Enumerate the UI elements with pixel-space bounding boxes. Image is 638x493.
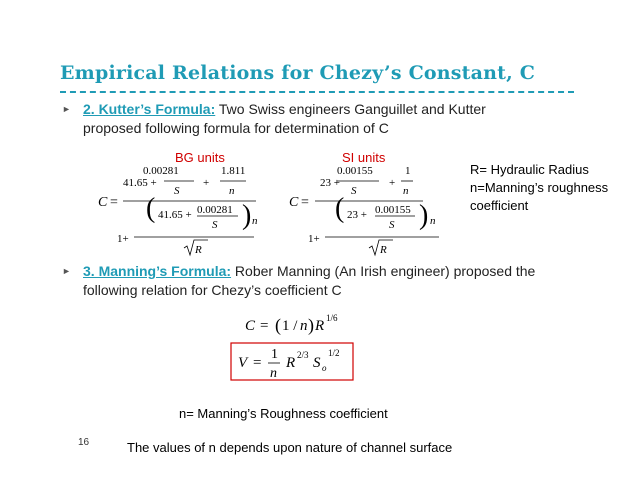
svg-text:o: o xyxy=(322,363,327,373)
svg-text:n: n xyxy=(229,185,235,197)
svg-text:=: = xyxy=(110,195,118,210)
svg-text:R: R xyxy=(315,318,325,334)
svg-text:1+: 1+ xyxy=(117,233,129,245)
svg-text:S: S xyxy=(313,355,321,371)
kutter-text-line2: proposed following formula for determination of C xyxy=(83,120,389,136)
svg-text:n: n xyxy=(403,185,409,197)
svg-text:(: ( xyxy=(275,315,281,335)
svg-text:2/3: 2/3 xyxy=(297,350,309,360)
svg-text:n: n xyxy=(270,366,277,381)
svg-text:S: S xyxy=(174,185,180,197)
kutter-si-equation xyxy=(287,162,447,260)
note-coefficient: coefficient xyxy=(470,198,529,213)
svg-text:): ) xyxy=(242,200,252,231)
n-note: The values of n depends upon nature of channel surface xyxy=(127,440,453,455)
bullet-arrow-icon: ► xyxy=(62,266,71,276)
manning-heading: 3. Manning’s Formula: xyxy=(83,263,232,279)
svg-text:0.00281: 0.00281 xyxy=(197,204,233,216)
manning-c-equation xyxy=(243,310,363,338)
note-manning-roughness: n=Manning’s roughness xyxy=(470,180,609,195)
n-definition: n= Manning’s Roughness coefficient xyxy=(179,406,388,421)
svg-text:): ) xyxy=(419,200,429,231)
svg-text:41.65 +: 41.65 + xyxy=(158,209,192,221)
svg-text:1/6: 1/6 xyxy=(326,313,338,323)
svg-text:1+: 1+ xyxy=(308,233,320,245)
svg-text:+: + xyxy=(203,177,210,189)
svg-text:+: + xyxy=(389,177,396,189)
svg-text:n: n xyxy=(252,215,258,227)
svg-text:23 +: 23 + xyxy=(347,209,367,221)
note-hydraulic-radius: R= Hydraulic Radius xyxy=(470,162,589,177)
svg-text:R: R xyxy=(380,244,387,256)
svg-text:R: R xyxy=(286,355,296,371)
svg-text:23 +: 23 + xyxy=(320,177,340,189)
svg-text:C: C xyxy=(245,318,256,334)
kutter-text-line1: Two Swiss engineers Ganguillet and Kutter xyxy=(215,101,486,117)
svg-text:1: 1 xyxy=(405,165,411,177)
kutter-paragraph xyxy=(83,100,486,138)
svg-text:V: V xyxy=(238,355,248,371)
title-divider xyxy=(60,91,574,93)
svg-text:S: S xyxy=(351,185,357,197)
kutter-bg-equation xyxy=(96,162,266,260)
svg-text:1.811: 1.811 xyxy=(221,165,246,177)
svg-text:): ) xyxy=(308,315,314,335)
svg-text:n: n xyxy=(430,215,436,227)
svg-text:S: S xyxy=(389,219,395,231)
svg-text:1 /: 1 / xyxy=(282,318,298,334)
svg-text:0.00155: 0.00155 xyxy=(375,204,411,216)
svg-text:=: = xyxy=(301,195,309,210)
si-units-label: SI units xyxy=(342,150,386,165)
svg-text:C: C xyxy=(98,195,108,210)
slide-title: Empirical Relations for Chezy’s Constant, C xyxy=(60,62,536,84)
bullet-arrow-icon: ► xyxy=(62,104,71,114)
manning-velocity-equation xyxy=(230,342,355,382)
manning-text-line1: Rober Manning (An Irish engineer) proposed the xyxy=(231,263,536,279)
svg-text:(: ( xyxy=(335,193,345,224)
svg-text:1: 1 xyxy=(271,347,278,362)
variable-notes xyxy=(470,161,608,215)
svg-text:S: S xyxy=(212,219,218,231)
svg-text:=: = xyxy=(253,355,262,371)
svg-text:=: = xyxy=(260,318,269,334)
svg-text:C: C xyxy=(289,195,299,210)
svg-text:0.00155: 0.00155 xyxy=(337,165,373,177)
page-number: 16 xyxy=(78,437,90,448)
svg-text:41.65 +: 41.65 + xyxy=(123,177,157,189)
kutter-heading: 2. Kutter’s Formula: xyxy=(83,101,216,117)
manning-text-line2: following relation for Chezy’s coefficient C xyxy=(83,282,342,298)
svg-text:n: n xyxy=(300,318,308,334)
svg-text:(: ( xyxy=(146,193,156,224)
svg-text:0.00281: 0.00281 xyxy=(143,165,179,177)
svg-text:1/2: 1/2 xyxy=(328,348,340,358)
svg-text:R: R xyxy=(195,244,202,256)
manning-paragraph xyxy=(83,262,535,300)
bg-units-label: BG units xyxy=(175,150,225,165)
